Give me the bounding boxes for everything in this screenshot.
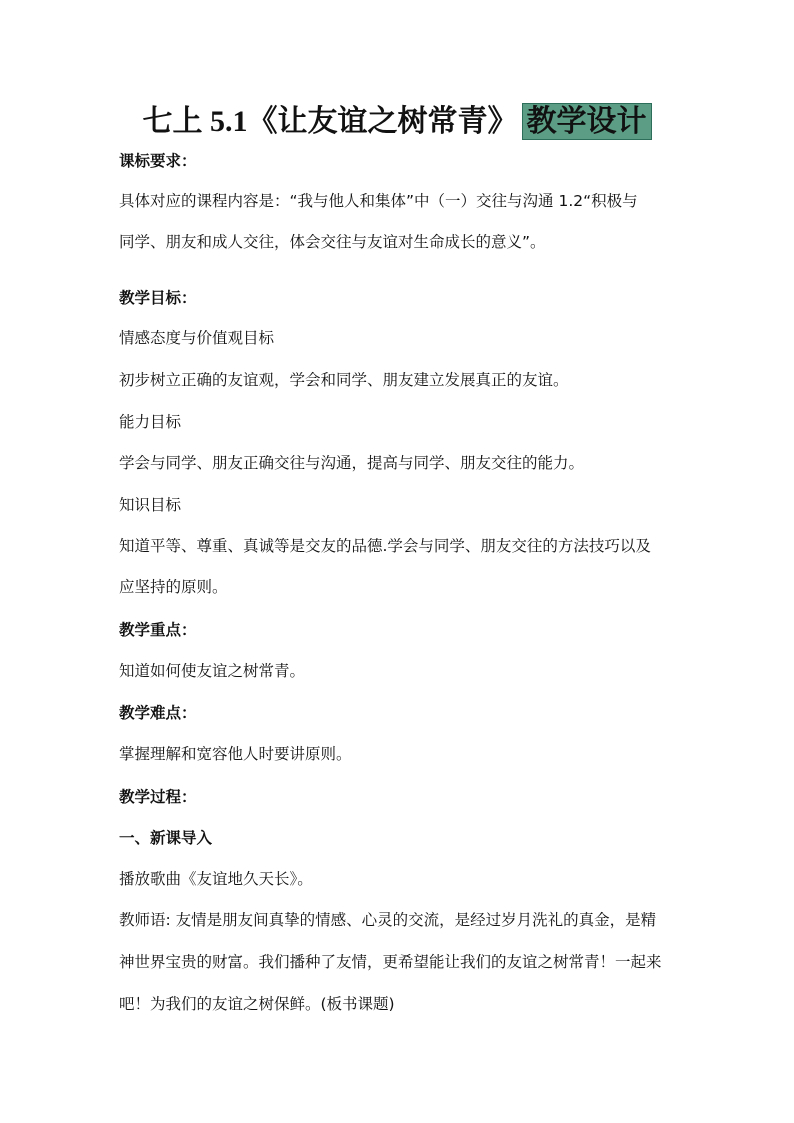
heading-difficulties: 教学难点： bbox=[119, 704, 197, 722]
subheading-ability-goal: 能力目标 bbox=[119, 413, 182, 431]
subheading-knowledge-goal: 知识目标 bbox=[119, 496, 182, 514]
paragraph-line: 知道如何使友谊之树常青。 bbox=[119, 662, 306, 680]
paragraph-line: 同学、朋友和成人交往，体会交往与友谊对生命成长的意义”。 bbox=[119, 233, 546, 251]
paragraph-line: 神世界宝贵的财富。我们播种了友情，更希望能让我们的友谊之树常青！一起来 bbox=[119, 953, 662, 971]
paragraph-line: 知道平等、尊重、真诚等是交友的品德.学会与同学、朋友交往的方法技巧以及 bbox=[119, 537, 651, 555]
paragraph-line: 掌握理解和宽容他人时要讲原则。 bbox=[119, 745, 352, 763]
paragraph-line: 初步树立正确的友谊观，学会和同学、朋友建立发展真正的友谊。 bbox=[119, 371, 569, 389]
paragraph-line: 吧！为我们的友谊之树保鲜。(板书课题) bbox=[119, 995, 395, 1013]
paragraph-line: 播放歌曲《友谊地久天长》。 bbox=[119, 870, 313, 888]
page-title bbox=[143, 96, 652, 140]
heading-key-points: 教学重点： bbox=[119, 621, 197, 639]
paragraph-line: 教师语: 友情是朋友间真挚的情感、心灵的交流，是经过岁月洗礼的真金，是精 bbox=[119, 911, 657, 929]
title-highlight: 教学设计 bbox=[522, 103, 652, 140]
paragraph-line: 应坚持的原则。 bbox=[119, 578, 228, 596]
section-intro-heading: 一、新课导入 bbox=[119, 829, 213, 847]
subheading-emotion-goal: 情感态度与价值观目标 bbox=[119, 329, 275, 347]
heading-process: 教学过程： bbox=[119, 788, 197, 806]
heading-objectives: 教学目标： bbox=[119, 289, 197, 307]
title-row bbox=[0, 96, 794, 140]
paragraph-line: 学会与同学、朋友正确交往与沟通，提高与同学、朋友交往的能力。 bbox=[119, 454, 585, 472]
title-main: 七上 5.1《让友谊之树常青》 bbox=[142, 105, 518, 138]
heading-curriculum: 课标要求： bbox=[119, 152, 197, 170]
paragraph-line: 具体对应的课程内容是：“我与他人和集体”中（一）交往与沟通 1.2“积极与 bbox=[119, 192, 638, 210]
